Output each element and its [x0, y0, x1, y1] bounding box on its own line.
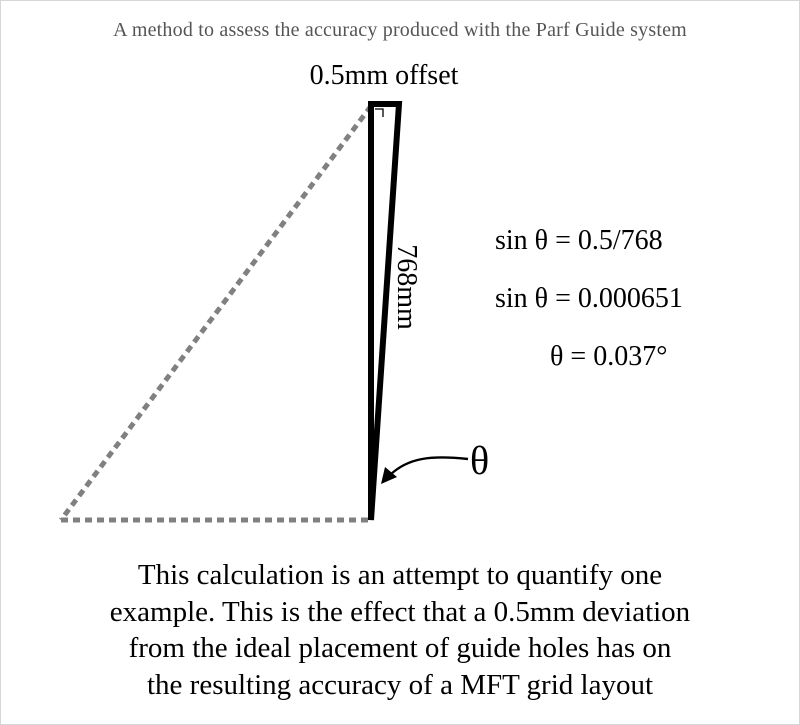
angle-pointer-arrow — [390, 457, 468, 475]
caption-line-3: from the ideal placement of guide holes has on — [128, 632, 672, 664]
equation-sine-ratio: sin θ = 0.5/768 — [495, 225, 663, 256]
caption-line-2: example. This is the effect that a 0.5mm deviation — [109, 595, 691, 628]
caption — [0, 557, 800, 703]
offset-label: 0.5mm offset — [309, 60, 459, 91]
caption-line-4: the resulting accuracy of a MFT grid layout — [146, 668, 653, 701]
caption-line-1: This calculation is an attempt to quantify one — [137, 559, 663, 591]
dashed-hypotenuse-line — [61, 106, 371, 520]
diagram-title: A method to assess the accuracy produced with the Parf Guide system — [113, 19, 687, 41]
angle-theta-label: θ — [470, 438, 490, 483]
right-angle-marker — [375, 109, 383, 117]
length-label: 768mm — [391, 244, 422, 330]
equation-sine-value: sin θ = 0.000651 — [495, 283, 683, 314]
equation-angle-result: θ = 0.037° — [550, 341, 668, 372]
